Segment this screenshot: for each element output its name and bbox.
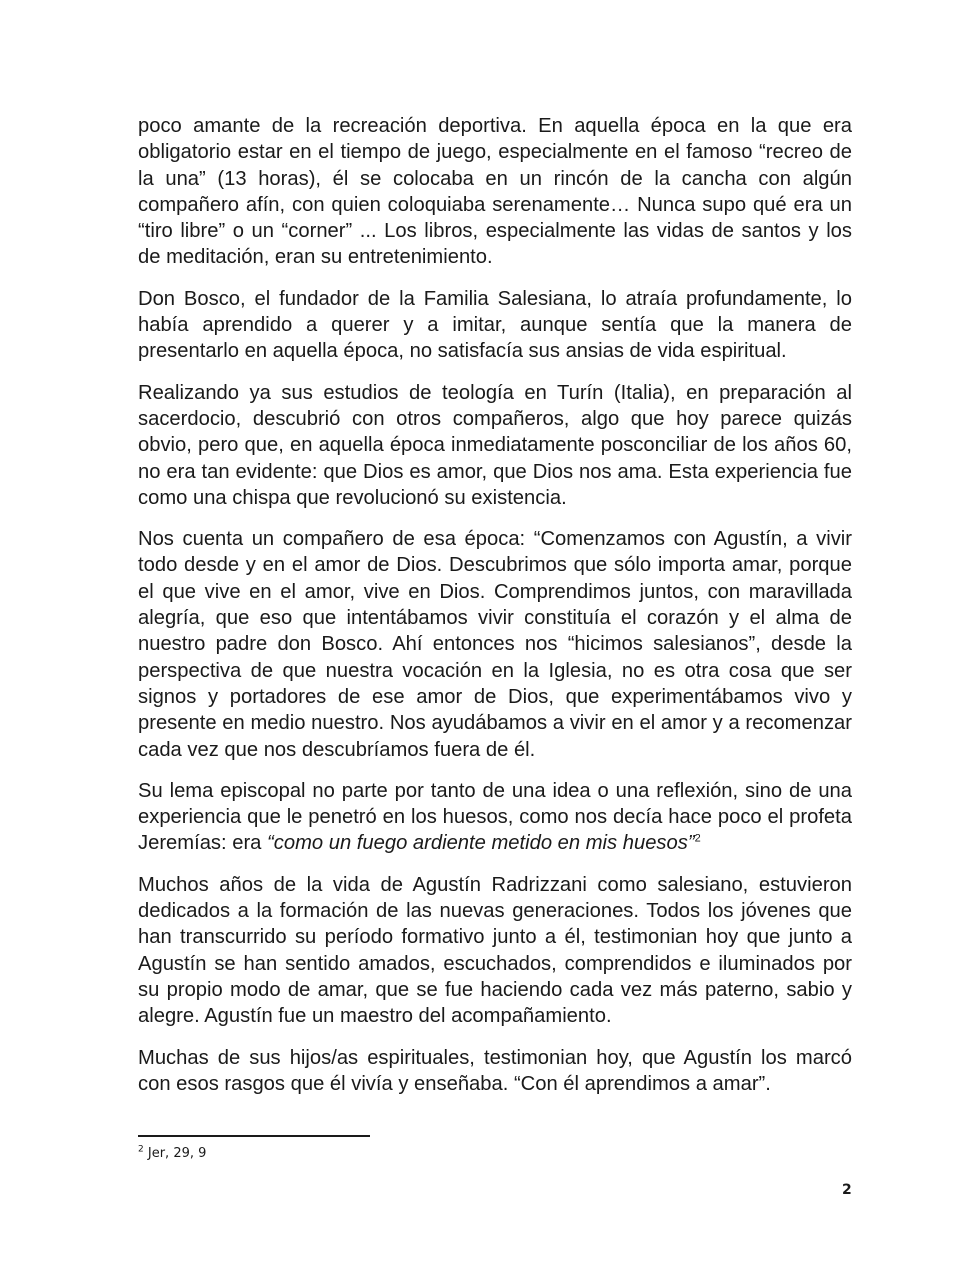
paragraph: Muchas de sus hijos/as espirituales, testimonian hoy, que Agustín los marcó con esos rasgos que él vivía y enseñaba. “Con él aprendimos a amar”.	[138, 1046, 852, 1095]
footnote-separator	[138, 1135, 370, 1137]
page-number: 2	[842, 1182, 852, 1198]
footnote	[138, 1146, 206, 1162]
footnote-reference: 2	[694, 832, 701, 845]
paragraph: Nos cuenta un compañero de esa época: “Comenzamos con Agustín, a vivir todo desde y en el amor de Dios. Descubrimos que sólo importa amar, porque el que vive en el amor, vive en Dios. Comprendimos juntos, con maravillada alegría, que eso que intentábamos vivir constituía el corazón y el alma de nuestro padre don Bosco. Ahí entonces nos “hicimos salesianos”, desde la perspectiva de que nuestra vocación en la Iglesia, no es otra cosa que ser signos y portadores de ese amor de Dios, que experimentábamos vivo y presente en medio nuestro. Nos ayudábamos a vivir en el amor y a recomenzar cada vez que nos descubríamos fuera de él.	[138, 528, 852, 761]
footnote-text: Jer, 29, 9	[147, 1146, 207, 1161]
paragraph: Don Bosco, el fundador de la Familia Salesiana, lo atraía profundamente, lo había aprendido a querer y a imitar, aunque sentía que la manera de presentarlo en aquella época, no satisfacía sus ansias de vida espiritual.	[138, 287, 852, 363]
jeremias-quote: “como un fuego ardiente metido en mis huesos”	[267, 832, 695, 855]
paragraph: Realizando ya sus estudios de teología en Turín (Italia), en preparación al sacerdocio, descubrió con otros compañeros, algo que hoy parece quizás obvio, pero que, en aquella época inmediatamente posconciliar de los años 60, no era tan evidente: que Dios es amor, que Dios nos ama. Esta experiencia fue como una chispa que revolucionó su existencia.	[138, 381, 852, 509]
paragraph-lema	[138, 778, 852, 857]
footnote-number: 2	[138, 1144, 144, 1155]
lema-text: Su lema episcopal no parte por tanto de una idea o una reflexión, sino de una experiencia que le penetró en los huesos, como nos decía hace poco el profeta Jeremías: era	[138, 779, 852, 855]
paragraph: Muchos años de la vida de Agustín Radrizzani como salesiano, estuvieron dedicados a la formación de las nuevas generaciones. Todos los jóvenes que han transcurrido su período formativo junto a él, testimonian hoy que junto a Agustín se han sentido amados, escuchados, comprendidos e iluminados por su propio modo de amar, que se fue haciendo cada vez más paterno, sabio y alegre. Agustín fue un maestro del acompañamiento.	[138, 873, 852, 1028]
document-body	[138, 113, 852, 1112]
paragraph: poco amante de la recreación deportiva. En aquella época en la que era obligatorio estar en el tiempo de juego, especialmente en el famoso “recreo de la una” (13 horas), él se colocaba en un rincón de la cancha con algún compañero afín, con quien coloquiaba serenamente… Nunca supo qué era un “tiro libre” o un “corner” ... Los libros, especialmente las vidas de santos y los de meditación, eran su entretenimiento.	[138, 115, 852, 269]
